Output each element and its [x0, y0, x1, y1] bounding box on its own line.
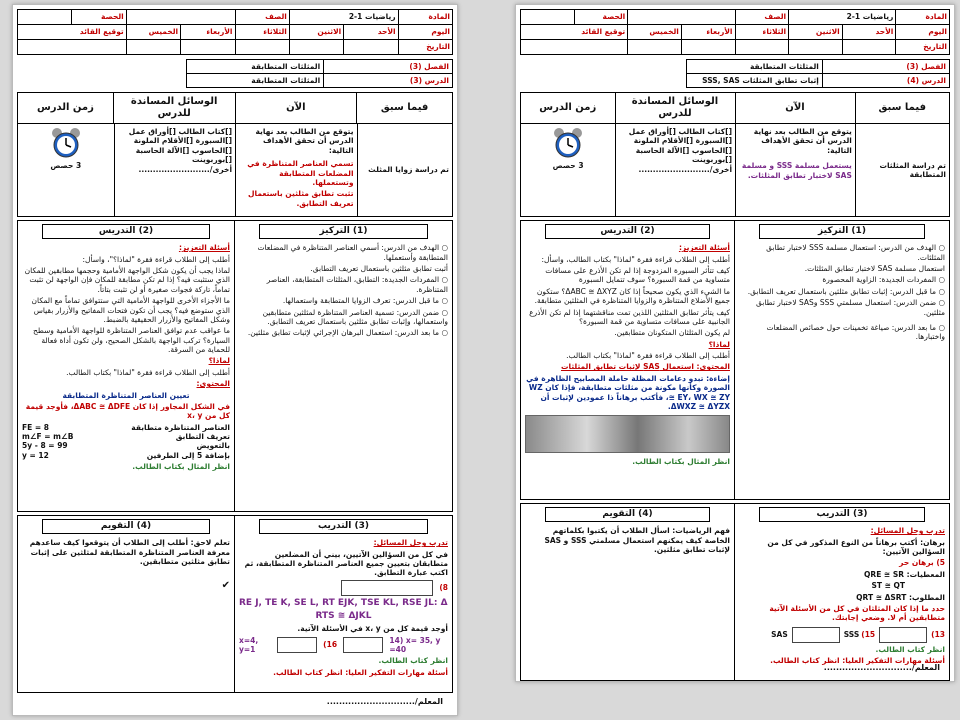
focus-item-5: ○ ضمن الدرس: استعمال مسلمتي SSS وSAS لاختبار تطابق مثلثين. — [739, 298, 945, 317]
grade-value — [628, 10, 735, 25]
focus-item-4: ○ ما قبل الدرس: إثبات تطابق مثلثين باستعمال تعريف التطابق. — [739, 287, 945, 296]
chapter-title: المثلثات المتطابقة — [687, 60, 823, 74]
teach-item-4: ما الأجزاء الأخرى للواجهة الأمامية التي ستتوافق تماماً مع المكان الذي ستوضع فيه؟ يجب أن تكون فتحات المفاتيح والأزرار بقياس وشكل المفاتيح والأزرار الحقيقية بالضبط. — [31, 296, 230, 324]
train-item-10: انظر كتاب الطالب. — [378, 656, 448, 666]
teach-item-7: لماذا؟ — [708, 339, 730, 349]
train-item-5: ST ≅ QT — [871, 581, 905, 591]
train-item-2: في كل من السؤالين الآتيين، بيني أن المضلعين متطابقان بتعيين جميع العناصر المتناظرة المتطابقة، ثم اكتب عبارة التطابق. — [244, 549, 448, 578]
teach-item-5: ما عواقب عدم توافق العناصر المتناظرة للواجهة الأمامية وسطح السيارة؟ تركب الواجهة بالشكل الصحيح، ولن تكون أداة فعالة للحماية من السرقة. — [33, 326, 230, 354]
day-1: الأحد — [344, 25, 398, 40]
teach-item-13: تعريف التطابق — [175, 432, 230, 441]
train-item-8: 16) — [323, 640, 338, 650]
chapter-title: المثلثات المتطابقة — [186, 60, 324, 74]
teach-title: (2) التدريس — [42, 224, 210, 239]
label-date: التاريخ — [896, 40, 950, 55]
lesson-title: إثبات تطابق المثلثات SSS, SAS — [687, 74, 823, 88]
triangles-diagram-14 — [343, 637, 383, 653]
polygons-diagram-8 — [341, 580, 433, 596]
day-2: الاثنين — [289, 25, 343, 40]
triangles-diagram-15 — [792, 627, 840, 643]
teach-item-10: في الشكل المجاور إذا كان ΔABC ≅ ΔDFE، فأوجد قيمة كل من x، y — [25, 401, 230, 421]
focus-item-1: ○ الهدف من الدرس: استعمال مسلمة SSS لاختبار تطابق المثلثات. — [739, 243, 945, 262]
teach-item-2: أطلب إلى الطلاب قراءة فقرة "لماذا؟"، واسأل: — [82, 254, 230, 264]
train-item-9: x=4, y=1 — [238, 635, 259, 654]
day-3: الثلاثاء — [735, 25, 789, 40]
triangles-diagram-16 — [277, 637, 317, 653]
eval-title: (4) التقويم — [545, 507, 710, 522]
check-icon: ✔ — [221, 580, 230, 592]
plan-section-header — [17, 92, 453, 124]
label-day: اليوم — [398, 25, 452, 40]
time-title: زمن الدرس — [36, 101, 94, 113]
label-period: الحصة — [574, 10, 628, 25]
tools-title: الوسائل المساندة للدرس — [615, 93, 735, 123]
subject-value: رياضيات 1-2 — [789, 10, 896, 25]
train-column — [735, 504, 949, 680]
focus-teach-row — [520, 220, 950, 500]
lesson-plan-page-3 — [12, 4, 458, 716]
train-item-2: برهان: أكتب برهاناً من النوع المذكور في كل من السؤالين الآتيين: — [767, 537, 945, 556]
teach-item-16: 99 = 5y - 8 — [22, 441, 68, 451]
teach-column — [18, 221, 235, 511]
teacher-signature: المعلم/............................. — [823, 663, 940, 672]
teacher-signature: المعلم/............................. — [326, 697, 443, 706]
leader-sign: توقيع القائد — [18, 25, 127, 40]
train-item-12: انظر كتاب الطالب. — [875, 644, 945, 654]
train-item-9: 15) — [861, 629, 876, 639]
train-item-7: 14) x= 35, y =40 — [389, 635, 441, 654]
period-value — [521, 10, 575, 25]
teach-item-3: لماذا يجب أن يكون شكل الواجهة الأمامية وحجمها مطابقين للمكان الذي ستثبت فيه؟ إذا لم تكن مطابقة للمكان فإن الواجهة لن تثبت تماماً، تاركة فجوات صغيرة أو لن تثبت بتاتاً. — [24, 266, 230, 294]
day-4: الأربعاء — [681, 25, 735, 40]
focus-column — [235, 221, 452, 511]
chapter-label: الفصل (3) — [822, 60, 949, 74]
eval-column — [18, 516, 235, 692]
teach-item-19: انظر المثال بكتاب الطالب. — [132, 462, 230, 472]
teach-item-5: كيف يتأثر تطابق المثلثين اللذين تمت مناقشتهما إذا لم تكن الأذرع الجانبية على مسافات متساوية من قمة السبورة؟ — [529, 307, 730, 326]
train-item-13: أسئلة مهارات التفكير العليا: انظر كتاب الطالب. — [770, 656, 945, 665]
eval-item-1: تعلم لاحق: أطلب إلى الطلاب أن يتوقعوا كيف ساعدهم معرفة العناصر المتناظرة المتطابقة لمثلثين على إثبات تطابق مثلثين متطابقين. — [29, 538, 230, 566]
teach-item-11: العناصر المتناظرة متطابقة — [131, 422, 230, 432]
teach-item-6: لم يكون المثلثان المتكونان متطابقين. — [614, 328, 730, 338]
day-2: الاثنين — [789, 25, 843, 40]
day-5: الخميس — [126, 25, 180, 40]
teach-title: (2) التدريس — [545, 224, 710, 239]
plan-section-body — [17, 124, 453, 217]
goals-intro: يتوقع من الطالب بعد نهاية الدرس أن تحقق الأهداف التالية: — [753, 127, 852, 155]
teach-item-18: 12 = y — [22, 450, 49, 460]
triangles-diagram-13 — [879, 627, 927, 643]
teach-item-14: m∠F = m∠B — [22, 432, 74, 441]
train-title: (3) التدريب — [759, 507, 925, 522]
teach-item-8: المحتوى: — [196, 379, 230, 389]
lesson-title: المثلثات المتطابقة — [186, 74, 324, 88]
teach-item-1: أسئلة التعزيز: — [678, 243, 730, 253]
train-item-3: 8) — [439, 583, 448, 593]
teach-item-2: أطلب إلى الطلاب قراءة فقرة "لماذا" بكتاب الطالب، واسأل: — [541, 254, 730, 264]
prev-title: فيما سبق — [855, 93, 950, 123]
lesson-label: الدرس (3) — [324, 74, 453, 88]
subject-value: رياضيات 1-2 — [289, 10, 398, 25]
header-table — [17, 9, 453, 55]
eval-column — [521, 504, 735, 680]
time-title: زمن الدرس — [539, 101, 597, 113]
focus-item-5: ○ ضمن الدرس: تسمية العناصر المتناظرة لمثلثين متطابقين واستعمالها، وإثبات تطابق مثلثين باستعمال تعريف التطابق. — [239, 308, 448, 327]
focus-title: (1) التركيز — [259, 224, 428, 239]
teach-item-6: لماذا؟ — [208, 356, 230, 366]
teach-item-9: المحتوى: استعمال SAS لإثبات تطابق المثلثات — [560, 362, 730, 372]
teach-item-11: انظر المثال بكتاب الطالب. — [632, 457, 730, 467]
focus-item-3: ○ المفردات الجديدة: الزاوية المحصورة — [739, 275, 945, 284]
chapter-label: الفصل (3) — [324, 60, 453, 74]
grade-value — [126, 10, 235, 25]
train-title: (3) التدريب — [259, 519, 428, 534]
train-item-6: المطلوب: QRT ≅ ΔSRT — [856, 592, 945, 602]
train-item-4: المعطيات: QRE ≅ SR — [864, 569, 945, 579]
eval-title: (4) التقويم — [42, 519, 210, 534]
leader-sign: توقيع القائد — [521, 25, 628, 40]
teach-item-8: أطلب إلى الطلاب قراءة فقرة "لماذا" بكتاب الطالب. — [566, 351, 730, 360]
period-value — [18, 10, 72, 25]
label-day: اليوم — [896, 25, 950, 40]
teach-item-17: بإضافة 5 إلى الطرفين — [146, 450, 230, 460]
train-eval-row — [17, 515, 453, 693]
lesson-info — [520, 59, 950, 88]
eval-item-1: فهم الرياضيات: اسأل الطلاب أن يكتبوا بكلماتهم الخاصة كيف يمكنهم استعمال مسلمتي SSS و SAS لإثبات تطابق مثلثين. — [544, 526, 730, 554]
train-item-1: تدرب وحل المسائل: — [373, 538, 448, 548]
focus-item-2: أثبت تطابق مثلثين باستعمال تعريف التطابق. — [310, 264, 448, 273]
time-text: 3 حصص — [50, 161, 82, 171]
plan-section-body — [520, 124, 950, 217]
teach-item-3: كيف تتأثر السبورة المزدوجة إذا لم تكن الأذرع على مسافات متساوية من قمة السبورة؟ سوف تتمايل السبورة — [545, 266, 730, 285]
train-item-5: RTS ≅ ΔJKL — [315, 611, 372, 621]
train-item-7: حدد ما إذا كان المثلثان في كل من الأسئلة الآتية متطابقين أم لا. وضعي إجابتك. — [769, 603, 945, 623]
label-grade: الصف — [235, 10, 289, 25]
day-4: الأربعاء — [181, 25, 235, 40]
train-item-11: SAS — [771, 629, 788, 639]
day-3: الثلاثاء — [235, 25, 289, 40]
teach-item-12: FE = 8 — [22, 422, 49, 432]
goals-intro: يتوقع من الطالب بعد نهاية الدرس أن تحقق الأهداف التالية: — [255, 127, 354, 155]
label-date: التاريخ — [398, 40, 452, 55]
train-item-8: 13) — [931, 629, 945, 639]
time-text: 3 حصص — [552, 161, 584, 171]
train-item-11: أسئلة مهارات التفكير العليا: انظر كتاب الطالب. — [273, 667, 448, 677]
train-item-10: SSS — [843, 629, 860, 639]
train-eval-row — [520, 503, 950, 681]
prev-title: فيما سبق — [356, 93, 452, 123]
train-item-1: تدرب وحل المسائل: — [870, 526, 945, 536]
tools-title: الوسائل المساندة للدرس — [113, 93, 235, 123]
teach-item-9: تعيين العناصر المتناظرة المتطابقة — [62, 390, 190, 400]
focus-item-3: ○ المفردات الجديدة: التطابق، المثلثات المتطابقة، العناصر المتناظرة. — [239, 275, 448, 294]
lamp-awning-photo — [525, 415, 730, 453]
focus-item-4: ○ ما قبل الدرس: تعرف الزوايا المتطابقة واستعمالها. — [239, 296, 448, 305]
goal-2: تثبت تطابق مثلثين باستعمال تعريف التطابق. — [248, 189, 354, 208]
header-table — [520, 9, 950, 55]
goal-1: تسمي العناصر المتناظرة في المضلعات المتطابقة وتستعملها. — [247, 159, 354, 187]
teach-item-7: أطلب إلى الطلاب قراءة فقرة "لماذا" بكتاب الطالب. — [66, 367, 230, 377]
now-title: الآن — [735, 93, 855, 123]
focus-title: (1) التركيز — [759, 224, 925, 239]
tools-text: []كتاب الطالب []أوراق عمل []السبورة []الأقلام الملونة []الحاسوب []الآلة الحاسبة []بوربوينت أخرى/......................... — [615, 124, 735, 216]
day-1: الأحد — [842, 25, 896, 40]
focus-item-6: ○ ما بعد الدرس: صياغة تخمينات حول خصائص المضلعات واختبارها. — [739, 323, 945, 342]
prev-text: تم دراسة زوايا المثلث — [357, 124, 452, 216]
label-subject: المادة — [398, 10, 452, 25]
teach-column — [521, 221, 735, 499]
lesson-info — [17, 59, 453, 88]
train-column — [235, 516, 452, 692]
focus-item-2: استعمال مسلمة SAS لاختبار تطابق المثلثات. — [804, 264, 945, 273]
teach-item-1: أسئلة التعزيز: — [178, 243, 230, 253]
lesson-plan-page-4 — [515, 4, 955, 682]
train-item-3: 5) برهان حر — [899, 558, 945, 568]
day-5: الخميس — [628, 25, 682, 40]
train-item-4: RE J, TE K, SE L, RT EJK, TSE KL, RSE JL: Δ — [239, 597, 448, 608]
label-period: الحصة — [72, 10, 126, 25]
focus-item-6: ○ ما بعد الدرس: استعمال البرهان الإجرائي لإثبات تطابق مثلثين. — [239, 328, 448, 337]
alarm-clock-icon — [550, 127, 586, 159]
teach-item-4: ما الشيء الذي يكون صحيحاً إذا كان ΔABC ≅ ΔXYZ؟ ستكون جميع الأضلاع المتناظرة والزوايا المتناظرة في المثلثين متطابقة. — [534, 286, 730, 306]
focus-teach-row — [17, 220, 453, 512]
focus-column — [735, 221, 949, 499]
plan-section-header — [520, 92, 950, 124]
lesson-label: الدرس (4) — [822, 74, 949, 88]
prev-text: تم دراسة المثلثات المتطابقة — [855, 124, 949, 216]
now-title: الآن — [235, 93, 357, 123]
goal-1: يستعمل مسلمة SSS و مسلمة SAS لاختبار تطابق المثلثات. — [741, 161, 852, 180]
train-item-6: أوجد قيمة كل من x، y في الأسئلة الآتية. — [297, 624, 448, 634]
label-grade: الصف — [735, 10, 789, 25]
tools-text: []كتاب الطالب []أوراق عمل []السبورة []الأقلام الملونة []الحاسوب []الآلة الحاسبة []بوربوينت أخرى/......................... — [114, 124, 236, 216]
focus-item-1: ○ الهدف من الدرس: أسمي العناصر المتناظرة في المضلعات المتطابقة وأستعملها. — [239, 243, 448, 262]
alarm-clock-icon — [48, 127, 84, 159]
teach-item-10: إضاءة: تبدو دعامات المظلة حاملة المصابيح الظاهرة في الصورة وكأنها مكونة من مثلثات متطابقة، فإذا كان WZ ≅ EY، WX ≅ ZY، فأكتب برهاناً ذا عمودين لإثبات أن ΔWXZ ≅ ΔYZX. — [526, 373, 730, 411]
label-subject: المادة — [896, 10, 950, 25]
teach-item-15: بالتعويض — [196, 441, 230, 451]
